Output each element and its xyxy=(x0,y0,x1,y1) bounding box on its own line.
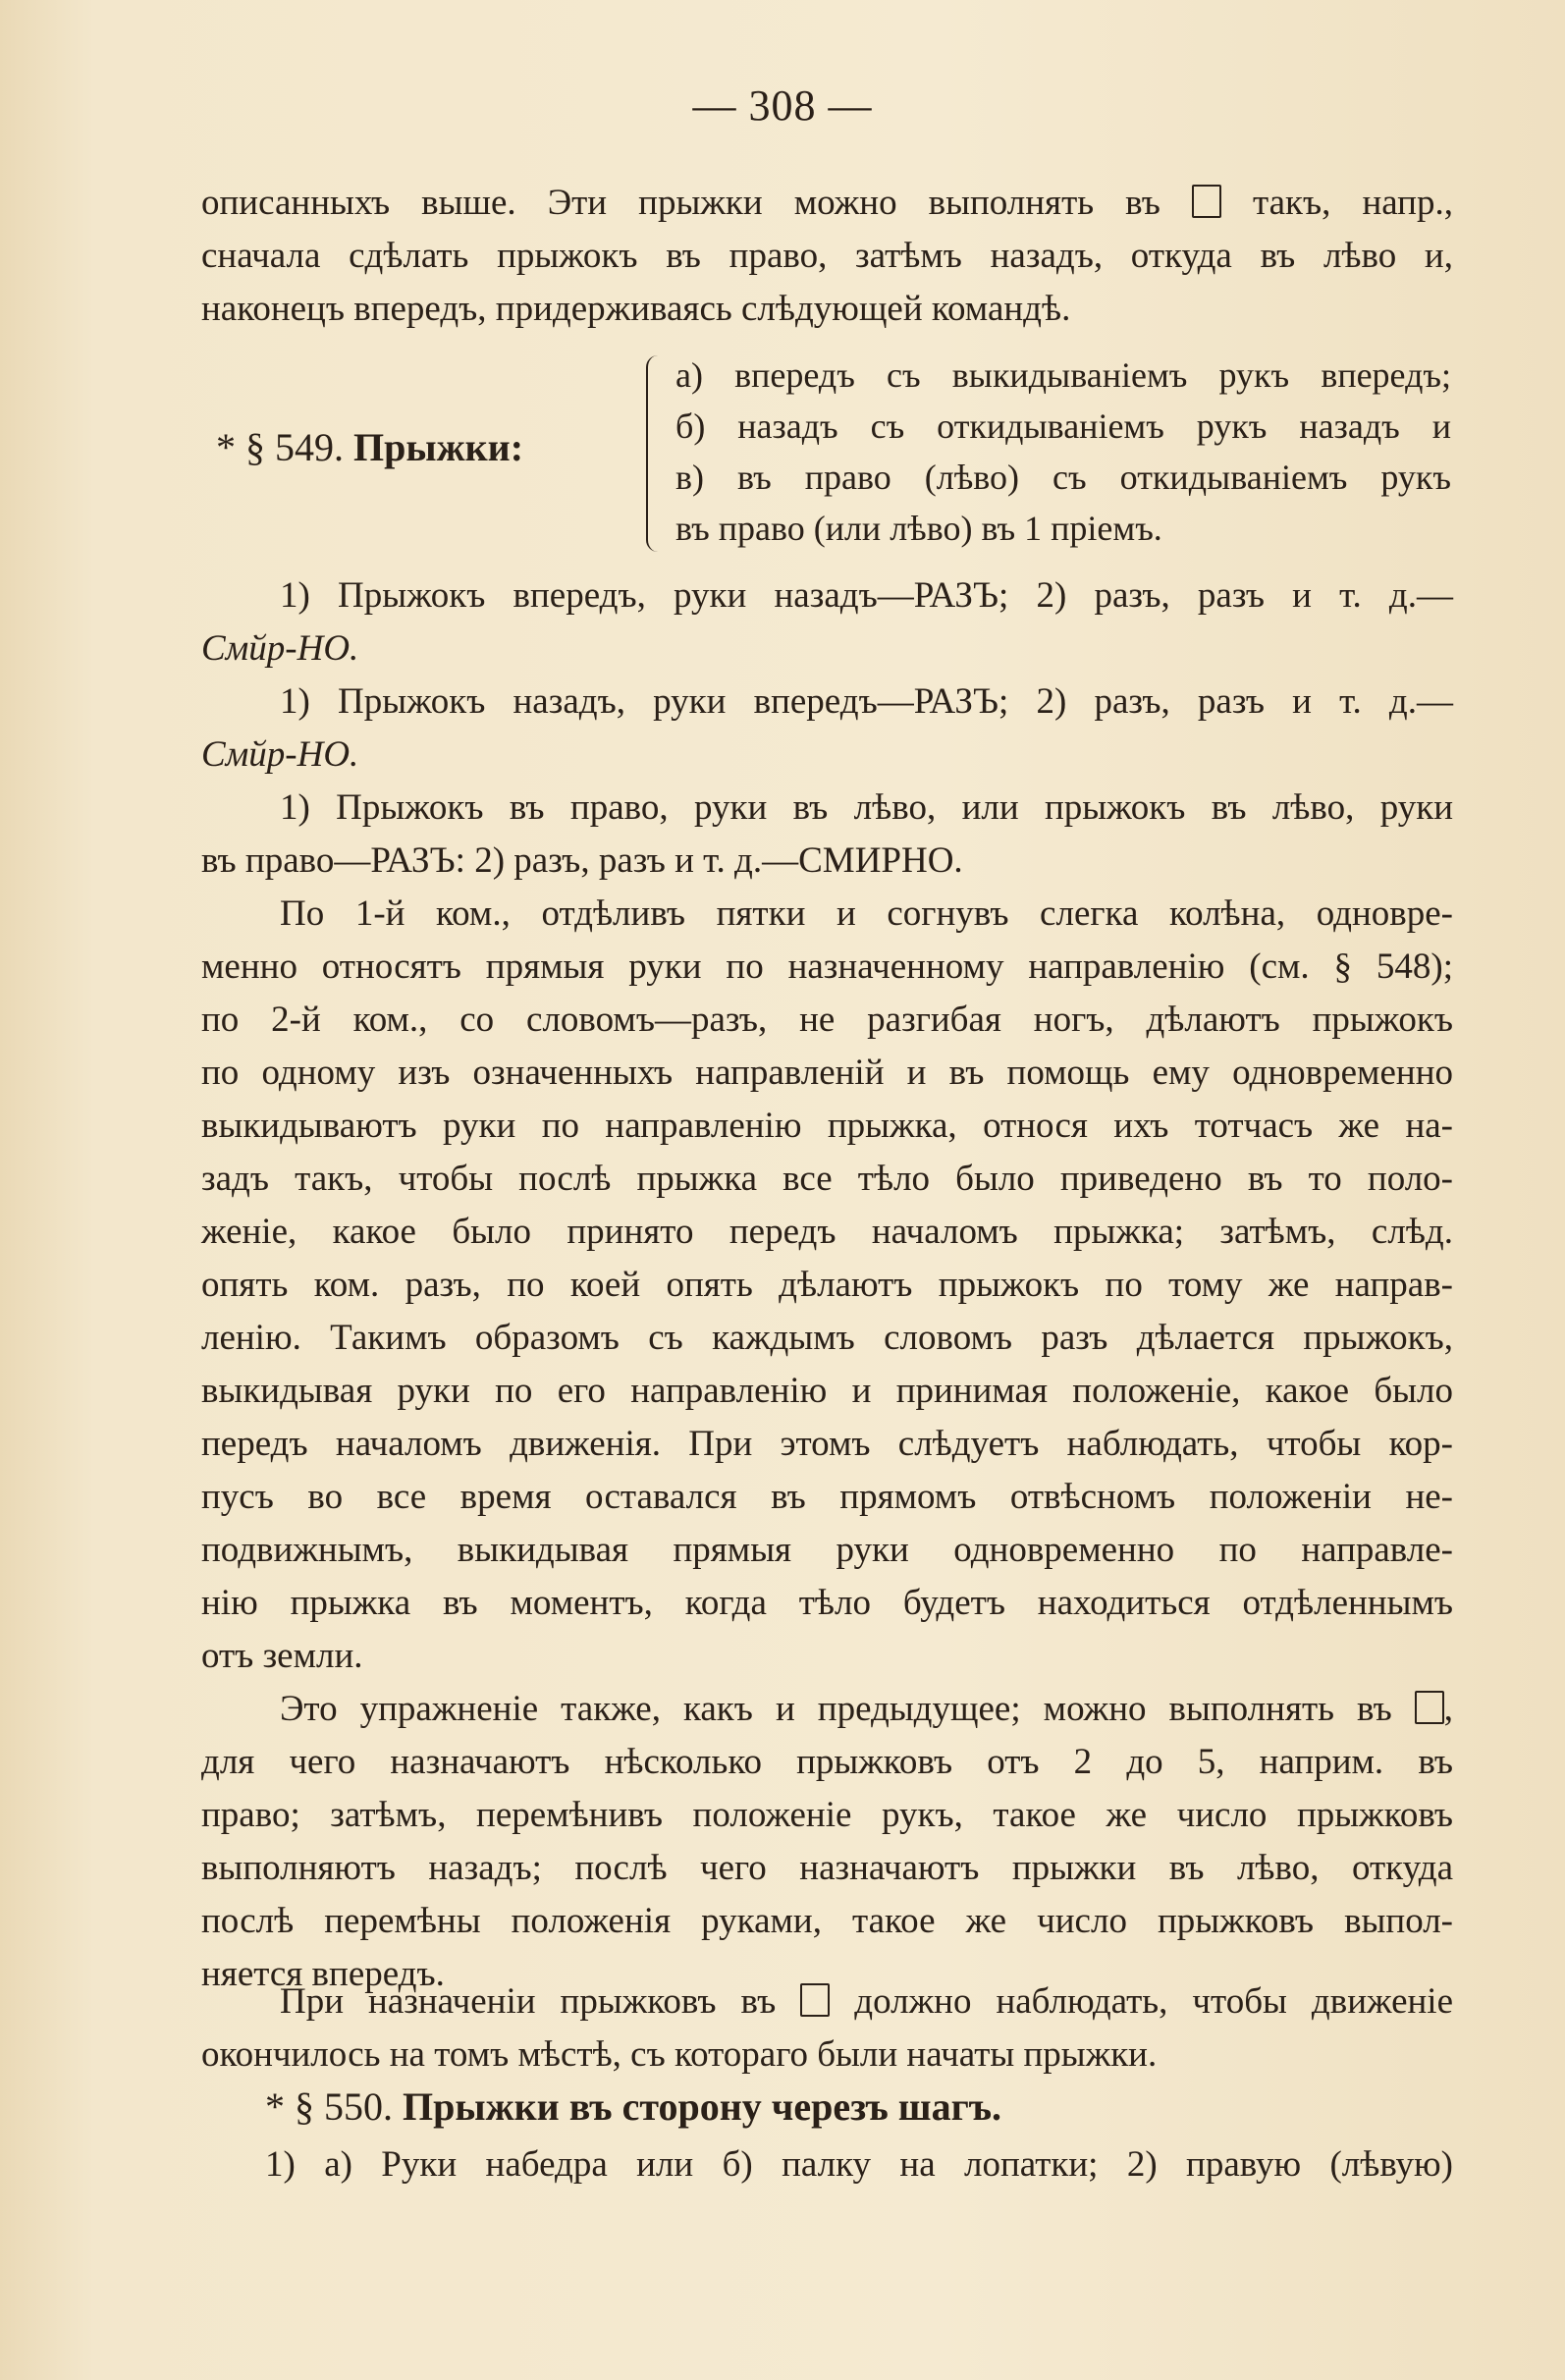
paragraph-explanation xyxy=(201,888,1453,1683)
section-549-items xyxy=(675,350,1451,554)
text-line: менно относятъ прямыя руки по назначенному направленію (см. § 548); xyxy=(201,947,1453,987)
text-line: При назначеніи прыжковъ въ должно наблюдать, чтобы движеніе xyxy=(280,1981,1453,2022)
paragraph-square xyxy=(201,1683,1453,2001)
text-line: 1) Прыжокъ назадъ, руки впередъ—РАЗЪ; 2) разъ, разъ и т. д.— xyxy=(280,681,1453,722)
text-line: 1) Прыжокъ въ право, руки въ лѣво, или прыжокъ въ лѣво, руки xyxy=(280,787,1453,828)
section-550-first-line xyxy=(201,2138,1453,2191)
text-line: сначала сдѣлать прыжокъ въ право, затѣмъ назадъ, откуда въ лѣво и, xyxy=(201,236,1453,276)
text-line: ленію. Такимъ образомъ съ каждымъ словомъ разъ дѣлается прыжокъ, xyxy=(201,1318,1453,1358)
text-line: по одному изъ означенныхъ направленій и въ помощь ему одновременно xyxy=(201,1053,1453,1093)
text-line: выкидывая руки по его направленію и принимая положеніе, какое было xyxy=(201,1371,1453,1411)
text-line: опять ком. разъ, по коей опять дѣлаютъ прыжокъ по тому же направ- xyxy=(201,1265,1453,1305)
list-item: б) назадъ съ откидываніемъ рукъ назадъ и xyxy=(675,406,1451,446)
text-line: послѣ перемѣны положенія руками, такое же число прыжковъ выпол- xyxy=(201,1901,1453,1941)
text-line: выкидываютъ руки по направленію прыжка, относя ихъ тотчасъ же на- xyxy=(201,1106,1453,1146)
list-item: въ право (или лѣво) въ 1 пріемъ. xyxy=(675,509,1162,548)
section-549-label: * § 549. Прыжки: xyxy=(216,425,524,469)
list-item: в) въ право (лѣво) съ откидываніемъ рукъ xyxy=(675,458,1451,497)
curly-brace xyxy=(646,355,662,552)
square-formation-icon xyxy=(1415,1691,1444,1724)
text-line: отъ земли. xyxy=(201,1636,363,1676)
paragraph-note xyxy=(201,1975,1453,2082)
section-550-heading: * § 550. Прыжки въ сторону черезъ шагъ. xyxy=(265,2084,1002,2129)
text-line: выполняютъ назадъ; послѣ чего назначаютъ прыжки въ лѣво, откуда xyxy=(201,1848,1453,1888)
text-line: наконецъ впередъ, придерживаясь слѣдующей командѣ. xyxy=(201,289,1071,329)
text-line: 1) а) Руки набедра или б) палку на лопатки; 2) правую (лѣвую) xyxy=(265,2144,1453,2185)
page-number: — 308 — xyxy=(692,81,873,130)
list-item: а) впередъ съ выкидываніемъ рукъ впередъ; xyxy=(675,355,1451,395)
text-line: няется впередъ. xyxy=(201,1954,445,1994)
text-line: описанныхъ выше. Эти прыжки можно выполнять въ такъ, напр., xyxy=(201,183,1453,223)
text-line: окончилось на томъ мѣстѣ, съ котораго были начаты прыжки. xyxy=(201,2034,1158,2075)
text-line: передъ началомъ движенія. При этомъ слѣдуетъ наблюдать, чтобы кор- xyxy=(201,1424,1453,1464)
command-side xyxy=(201,782,1453,888)
text-line: право; затѣмъ, перемѣнивъ положеніе рукъ, такое же число прыжковъ xyxy=(201,1795,1453,1835)
text-line: Смйр-НО. xyxy=(201,628,359,669)
command-forward xyxy=(201,569,1453,676)
command-back xyxy=(201,676,1453,782)
section-549 xyxy=(216,350,1463,556)
text-line: подвижнымъ, выкидывая прямыя руки одновременно по направле- xyxy=(201,1530,1453,1570)
text-line: по 2-й ком., со словомъ—разъ, не разгибая ногъ, дѣлаютъ прыжокъ xyxy=(201,1000,1453,1040)
text-line: женіе, какое было принято передъ началомъ прыжка; затѣмъ, слѣд. xyxy=(201,1212,1453,1252)
text-line: Смйр-НО. xyxy=(201,734,359,775)
text-line: Это упражненіе также, какъ и предыдущее; можно выполнять въ , xyxy=(280,1689,1453,1729)
square-formation-icon xyxy=(800,1983,830,2017)
paragraph-intro xyxy=(201,177,1453,336)
text-line: пусъ во все время оставался въ прямомъ отвѣсномъ положеніи не- xyxy=(201,1477,1453,1517)
text-line: задъ такъ, чтобы послѣ прыжка все тѣло было приведено въ то поло- xyxy=(201,1159,1453,1199)
text-line: въ право—РАЗЪ: 2) разъ, разъ и т. д.—СМИРНО. xyxy=(201,840,963,881)
text-line: 1) Прыжокъ впередъ, руки назадъ—РАЗЪ; 2) разъ, разъ и т. д.— xyxy=(280,575,1453,616)
square-formation-icon xyxy=(1192,185,1221,218)
text-line: нію прыжка въ моментъ, когда тѣло будетъ находиться отдѣленнымъ xyxy=(201,1583,1453,1623)
text-line: По 1-й ком., отдѣливъ пятки и согнувъ слегка колѣна, одновре- xyxy=(280,893,1453,934)
text-line: для чего назначаютъ нѣсколько прыжковъ отъ 2 до 5, наприм. въ xyxy=(201,1742,1453,1782)
